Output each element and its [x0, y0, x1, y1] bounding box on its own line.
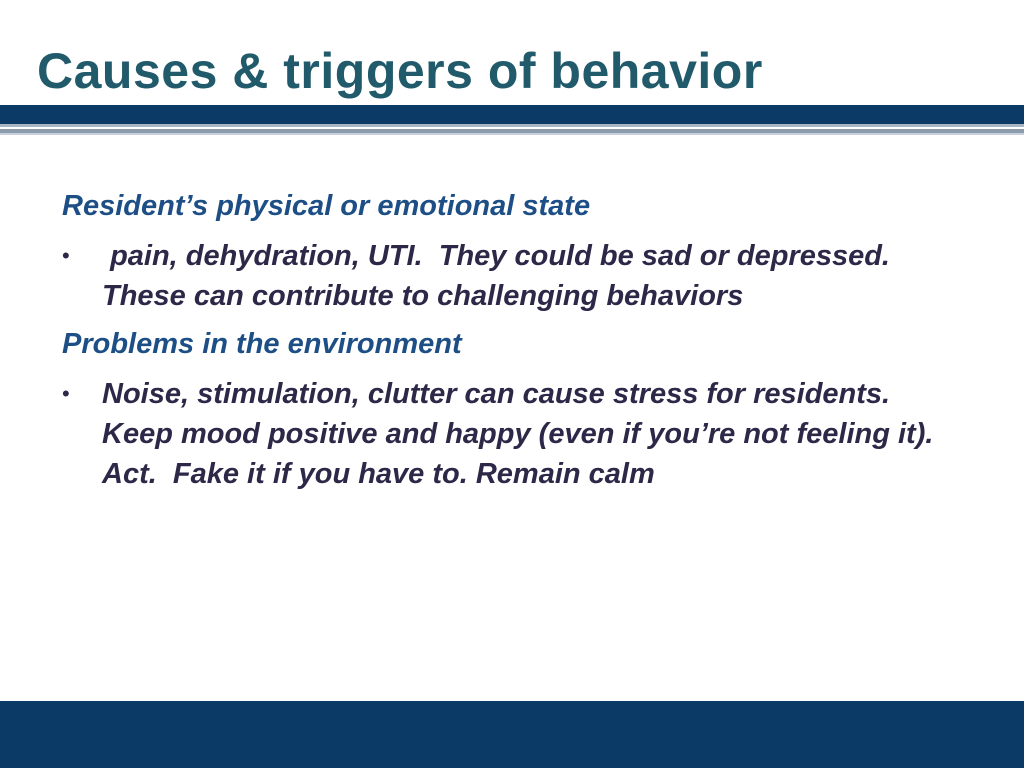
slide-body [62, 186, 962, 494]
bullet-item [62, 236, 962, 316]
title-rule-stripe [0, 133, 1024, 135]
bullet-text: Noise, stimulation, clutter can cause stress for residents. Keep mood positive and happy (even if you’re not feeling it). Act. Fake it if you have to. Remain calm [102, 378, 941, 490]
bullet-marker: • [62, 243, 70, 268]
slide-title: Causes & triggers of behavior [37, 43, 763, 99]
section-heading-environment: Problems in the environment [62, 328, 462, 360]
section-heading-physical-state: Resident’s physical or emotional state [62, 190, 591, 222]
bullet-marker: • [62, 381, 70, 406]
title-rule [0, 105, 1024, 124]
bullet-item [62, 374, 962, 494]
bullet-text: pain, dehydration, UTI. They could be sad or depressed. These can contribute to challenging behaviors [102, 240, 907, 312]
footer-bar [0, 701, 1024, 768]
